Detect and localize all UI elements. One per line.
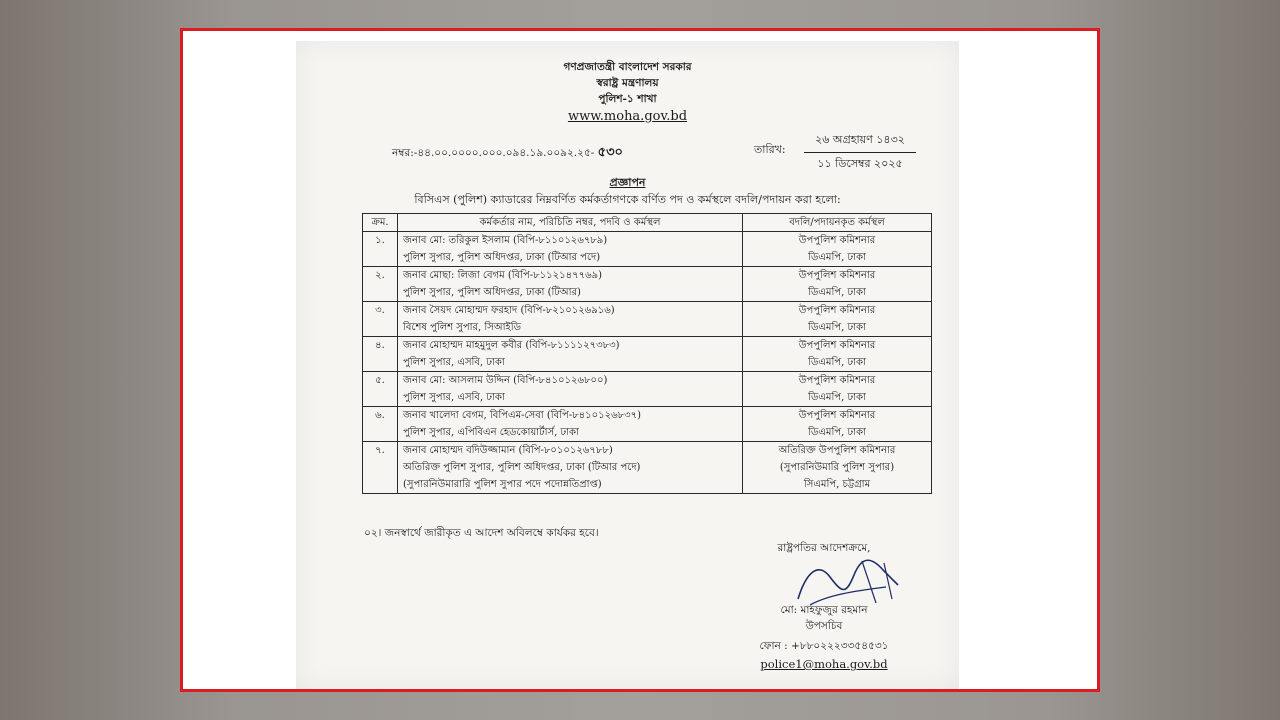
row-serial: ৫. xyxy=(363,372,398,407)
row-serial: ২. xyxy=(363,267,398,302)
handwritten-signature-icon xyxy=(788,551,908,611)
ministry-name: স্বরাষ্ট্র মন্ত্রণালয় xyxy=(596,77,659,89)
posting-unit: ডিএমপি, ঢাকা xyxy=(808,287,866,298)
row-posting xyxy=(743,232,932,267)
posting-unit: ডিএমপি, ঢাকা xyxy=(808,427,866,438)
officer-name: জনাব মো: আসলাম উদ্দিন (বিপি-৮৪১০১২৬৮০০) xyxy=(403,375,608,386)
ministry-website: www.moha.gov.bd xyxy=(567,109,688,124)
posting-title: উপপুলিশ কমিশনার xyxy=(798,375,876,386)
date-bangla: ২৬ অগ্রহায়ণ ১৪৩২ xyxy=(804,131,916,153)
row-officer xyxy=(398,302,743,337)
row-serial: ৭. xyxy=(363,442,398,494)
posting-note: (সুপারনিউমারি পুলিশ সুপার) xyxy=(779,462,895,473)
officer-name: জনাব মোহাম্মদ মাহমুদুল কবীর (বিপি-৮১১১১২৭৩৮৩) xyxy=(403,340,620,351)
officer-current-post: পুলিশ সুপার, এসবি, ঢাকা xyxy=(403,392,505,403)
transfer-table xyxy=(362,213,932,494)
officer-current-post: পুলিশ সুপার, পুলিশ অধিদপ্তর, ঢাকা (টিআর) xyxy=(403,287,581,298)
posting-unit: ডিএমপি, ঢাকা xyxy=(808,392,866,403)
image-frame xyxy=(180,28,1100,692)
posting-unit: ডিএমপি, ঢাকা xyxy=(808,322,866,333)
table-header-row xyxy=(363,214,932,232)
row-officer xyxy=(398,372,743,407)
row-officer xyxy=(398,442,743,494)
posting-title: উপপুলিশ কমিশনার xyxy=(798,340,876,351)
date-gregorian: ১১ ডিসেম্বর ২০২৫ xyxy=(817,157,903,170)
signatory-phone: ফোন : +৮৮০২২২৩৩৫৪৫৩১ xyxy=(759,640,889,652)
notice-title: প্রজ্ঞাপন xyxy=(609,176,646,189)
officer-current-post: পুলিশ সুপার, পুলিশ অধিদপ্তর, ঢাকা (টিআর পদে) xyxy=(403,252,601,263)
table-row xyxy=(363,407,932,442)
row-serial: ৪. xyxy=(363,337,398,372)
officer-name: জনাব খালেদা বেগম, বিপিএম-সেবা (বিপি-৮৪১০১২৬৮৩৭) xyxy=(403,410,642,421)
table-row xyxy=(363,372,932,407)
row-serial: ৩. xyxy=(363,302,398,337)
row-officer xyxy=(398,337,743,372)
signatory-designation: উপসচিব xyxy=(805,620,843,632)
row-posting xyxy=(743,442,932,494)
posting-title: উপপুলিশ কমিশনার xyxy=(798,305,876,316)
government-order-document xyxy=(296,41,959,689)
row-serial: ৬. xyxy=(363,407,398,442)
memo-number: নম্বর:-৪৪.০০.০০০০.০০০.০৯৪.১৯.০০৯২.২৫- xyxy=(392,147,595,159)
row-serial: ১. xyxy=(363,232,398,267)
signatory-email: police1@moha.gov.bd xyxy=(760,657,888,671)
row-posting xyxy=(743,372,932,407)
officer-name: জনাব মো: তরিকুল ইসলাম (বিপি-৮১১০১২৬৭৮৯) xyxy=(403,235,608,246)
row-posting xyxy=(743,302,932,337)
table-row xyxy=(363,302,932,337)
row-posting xyxy=(743,337,932,372)
officer-name: জনাব মোছা: লিজা বেগম (বিপি-৮১১২১৪৭৭৬৯) xyxy=(403,270,603,281)
posting-unit: ডিএমপি, ঢাকা xyxy=(808,357,866,368)
officer-current-post: পুলিশ সুপার, এসবি, ঢাকা xyxy=(403,357,505,368)
officer-current-post: পুলিশ সুপার, এপিবিএন হেডকোয়ার্টার্স, ঢাকা xyxy=(403,427,579,438)
gov-header-line1: গণপ্রজাতন্ত্রী বাংলাদেশ সরকার xyxy=(563,61,692,73)
officer-current-post: অতিরিক্ত পুলিশ সুপার, পুলিশ অধিদপ্তর, ঢাকা (টিআর পদে) xyxy=(403,462,641,473)
table-row xyxy=(363,267,932,302)
posting-unit: সিএমপি, চট্টগ্রাম xyxy=(803,479,871,490)
row-officer xyxy=(398,407,743,442)
branch-name: পুলিশ-১ শাখা xyxy=(598,93,657,105)
posting-unit: ডিএমপি, ঢাকা xyxy=(808,252,866,263)
row-officer xyxy=(398,267,743,302)
officer-promotion-note: (সুপারনিউমারারি পুলিশ সুপার পদে পদোন্নতিপ্রাপ্ত) xyxy=(403,479,602,490)
officer-name: জনাব মোহাম্মদ বদিউজ্জামান (বিপি-৮০১০১২৬৭৮৮) xyxy=(403,445,613,456)
header-posting: বদলি/পদায়নকৃত কর্মস্থল xyxy=(743,214,932,232)
header-officer: কর্মকর্তার নাম, পরিচিতি নম্বর, পদবি ও কর্মস্থল xyxy=(398,214,743,232)
posting-title: অতিরিক্ত উপপুলিশ কমিশনার xyxy=(778,445,896,456)
president-order-line: রাষ্ট্রপতির আদেশক্রমে, xyxy=(777,542,871,554)
officer-current-post: বিশেষ পুলিশ সুপার, সিআইডি xyxy=(403,322,521,333)
officer-name: জনাব সৈয়দ মোহাম্মদ ফরহাদ (বিপি-৮২১০১২৬৯১৬) xyxy=(403,305,615,316)
notice-intro: বিসিএস (পুলিশ) ক্যাডারের নিম্নবর্ণিত কর্মকর্তাগণকে বর্ণিত পদ ও কর্মস্থলে বদলি/পদায়ন করা হলো: xyxy=(414,193,841,206)
signatory-name: মো: মাহফুজুর রহমান xyxy=(780,604,868,616)
row-posting xyxy=(743,407,932,442)
date-block xyxy=(804,131,916,174)
memo-reference xyxy=(392,143,623,164)
posting-title: উপপুলিশ কমিশনার xyxy=(798,410,876,421)
table-row xyxy=(363,442,932,494)
date-label: তারিখ: xyxy=(754,143,786,156)
memo-number-suffix: ৫৩০ xyxy=(597,145,623,160)
row-posting xyxy=(743,267,932,302)
row-officer xyxy=(398,232,743,267)
table-row xyxy=(363,232,932,267)
paragraph-effective-order: ০২। জনস্বার্থে জারীকৃত এ আদেশ অবিলম্বে কার্যকর হবে। xyxy=(364,527,599,539)
table-row xyxy=(363,337,932,372)
header-serial: ক্রম. xyxy=(363,214,398,232)
posting-title: উপপুলিশ কমিশনার xyxy=(798,235,876,246)
posting-title: উপপুলিশ কমিশনার xyxy=(798,270,876,281)
